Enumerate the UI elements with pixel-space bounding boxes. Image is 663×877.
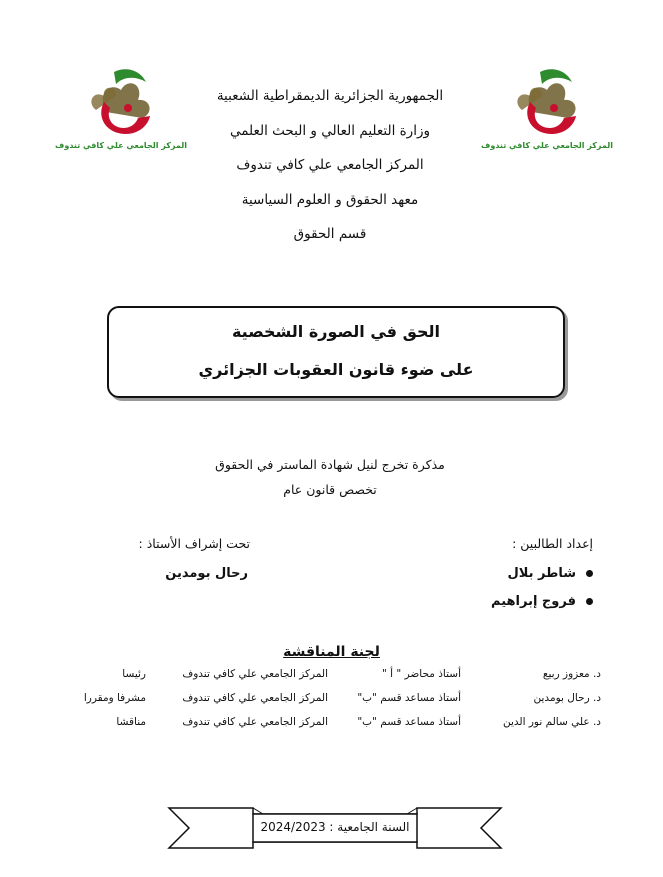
- thesis-title-box: [107, 306, 565, 398]
- table-row: [0, 716, 663, 736]
- member-role: مناقشا: [116, 716, 146, 728]
- university-logo-emblem-icon: [55, 62, 187, 152]
- supervisor-label: تحت إشراف الأستاذ :: [138, 536, 250, 551]
- student-name: فروج إبراهيم: [491, 594, 576, 609]
- bullet-icon: [586, 570, 593, 577]
- header-republic: الجمهورية الجزائرية الديمقراطية الشعبية: [216, 88, 444, 104]
- specialization-line: تخصص قانون عام: [283, 482, 377, 497]
- thesis-subtitle: على ضوء قانون العقوبات الجزائري: [198, 360, 474, 379]
- member-name: د. معزوز ربيع: [542, 668, 601, 680]
- member-rank: أستاذ مساعد قسم "ب": [357, 692, 461, 704]
- header-university: المركز الجامعي علي كافي تندوف: [236, 157, 424, 173]
- university-logo-left: [55, 62, 187, 152]
- member-rank: أستاذ محاضر " أ ": [382, 668, 461, 680]
- university-logo-emblem-icon: [481, 62, 613, 152]
- prepared-by-label: إعداد الطالبين :: [512, 536, 593, 551]
- degree-line: مذكرة تخرج لنيل شهادة الماستر في الحقوق: [215, 457, 445, 472]
- member-name: د. علي سالم نور الدين: [502, 716, 601, 728]
- students-list: [491, 560, 593, 616]
- university-logo-right: [481, 62, 613, 152]
- svg-text:المركز الجامعي علي كافي تندوف: المركز الجامعي علي كافي تندوف: [481, 141, 613, 150]
- supervisor-name: رحال بومدين: [165, 566, 248, 581]
- thesis-title: الحق في الصورة الشخصية: [231, 322, 441, 341]
- student-name: شاطر بلال: [507, 566, 576, 581]
- member-name: د. رحال بومدين: [533, 692, 601, 704]
- degree-info: [150, 452, 510, 502]
- member-institution: المركز الجامعي علي كافي تندوف: [182, 668, 328, 680]
- institution-header: [180, 82, 480, 255]
- header-ministry: وزارة التعليم العالي و البحث العلمي: [229, 122, 430, 139]
- header-department: قسم الحقوق: [293, 226, 367, 242]
- table-row: [0, 692, 663, 712]
- committee-title: لجنة المناقشة: [283, 644, 380, 660]
- table-row: [0, 668, 663, 688]
- member-role: رئيسا: [122, 668, 146, 680]
- svg-text:المركز الجامعي علي كافي تندوف: المركز الجامعي علي كافي تندوف: [55, 141, 187, 150]
- academic-year-banner: [165, 806, 505, 850]
- member-institution: المركز الجامعي علي كافي تندوف: [182, 692, 328, 704]
- member-rank: أستاذ مساعد قسم "ب": [357, 716, 461, 728]
- member-role: مشرفا ومقررا: [83, 692, 146, 704]
- header-institute: معهد الحقوق و العلوم السياسية: [241, 191, 419, 208]
- academic-year: السنة الجامعية : 2024/2023: [260, 820, 410, 834]
- list-item: [491, 560, 593, 588]
- bullet-icon: [586, 598, 593, 605]
- member-institution: المركز الجامعي علي كافي تندوف: [182, 716, 328, 728]
- list-item: [491, 588, 593, 616]
